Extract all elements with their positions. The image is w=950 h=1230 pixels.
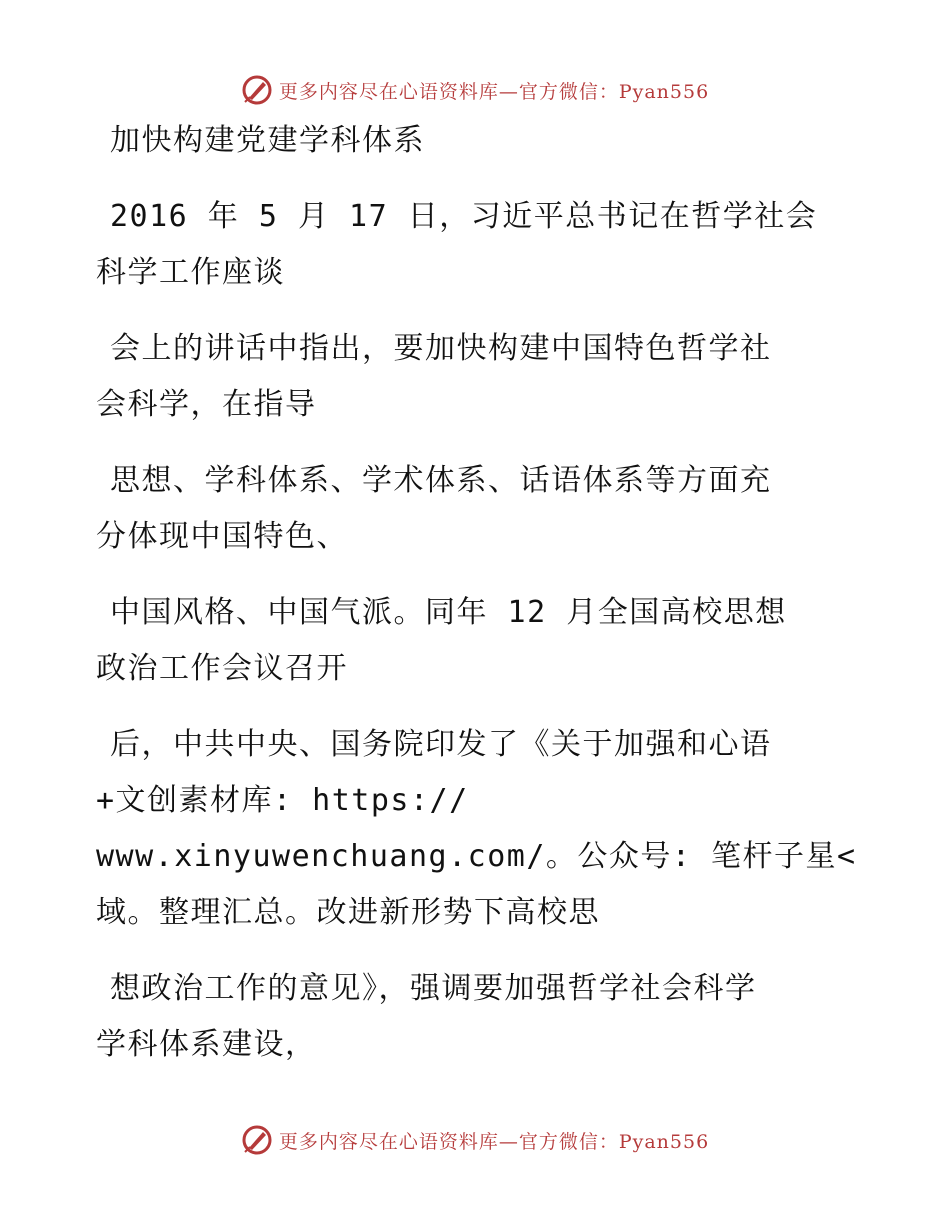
header-watermark <box>0 70 950 110</box>
p6-line-1: 想政治工作的意见》，强调要加强哲学社会科学 <box>110 971 757 1006</box>
footer-banner-contact: 官方微信：Pyan556 <box>518 1130 710 1153</box>
footer-banner-main: 更多内容尽在心语资料库 <box>278 1130 499 1153</box>
p1-line-1: 2016 年 5 月 17 日，习近平总书记在哲学社会 <box>110 199 818 234</box>
header-banner-main: 更多内容尽在心语资料库 <box>278 80 499 103</box>
p3-line-1: 思想、学科体系、学术体系、话语体系等方面充 <box>110 463 772 498</box>
p5-line-2: +文创素材库: https:// <box>96 783 469 818</box>
pen-logo-icon <box>241 1124 273 1156</box>
header-banner-text <box>279 77 709 104</box>
doc-title: 加快构建党建学科体系 <box>110 123 425 158</box>
document-body <box>96 122 857 1064</box>
p3-line-2: 分体现中国特色、 <box>96 519 348 554</box>
header-banner-contact: 官方微信：Pyan556 <box>518 80 710 103</box>
header-banner-sep: — <box>498 80 519 103</box>
footer-banner-sep: — <box>498 1130 519 1153</box>
p5-line-3: www.xinyuwenchuang.com/。公众号: 笔杆子星< <box>96 839 857 874</box>
p2-line-2: 会科学，在指导 <box>96 387 317 422</box>
p5-line-1: 后，中共中央、国务院印发了《关于加强和心语 <box>110 727 772 762</box>
footer-watermark <box>0 1120 950 1160</box>
footer-banner-text <box>279 1127 709 1154</box>
p1-line-2: 科学工作座谈 <box>96 255 285 290</box>
p6-line-2: 学科体系建设， <box>96 1027 317 1062</box>
p2-line-1: 会上的讲话中指出，要加快构建中国特色哲学社 <box>110 331 772 366</box>
p4-line-1: 中国风格、中国气派。同年 12 月全国高校思想 <box>110 595 787 630</box>
p4-line-2: 政治工作会议召开 <box>96 651 348 686</box>
pen-logo-icon <box>241 74 273 106</box>
p5-line-4: 域。整理汇总。改进新形势下高校思 <box>96 895 600 930</box>
